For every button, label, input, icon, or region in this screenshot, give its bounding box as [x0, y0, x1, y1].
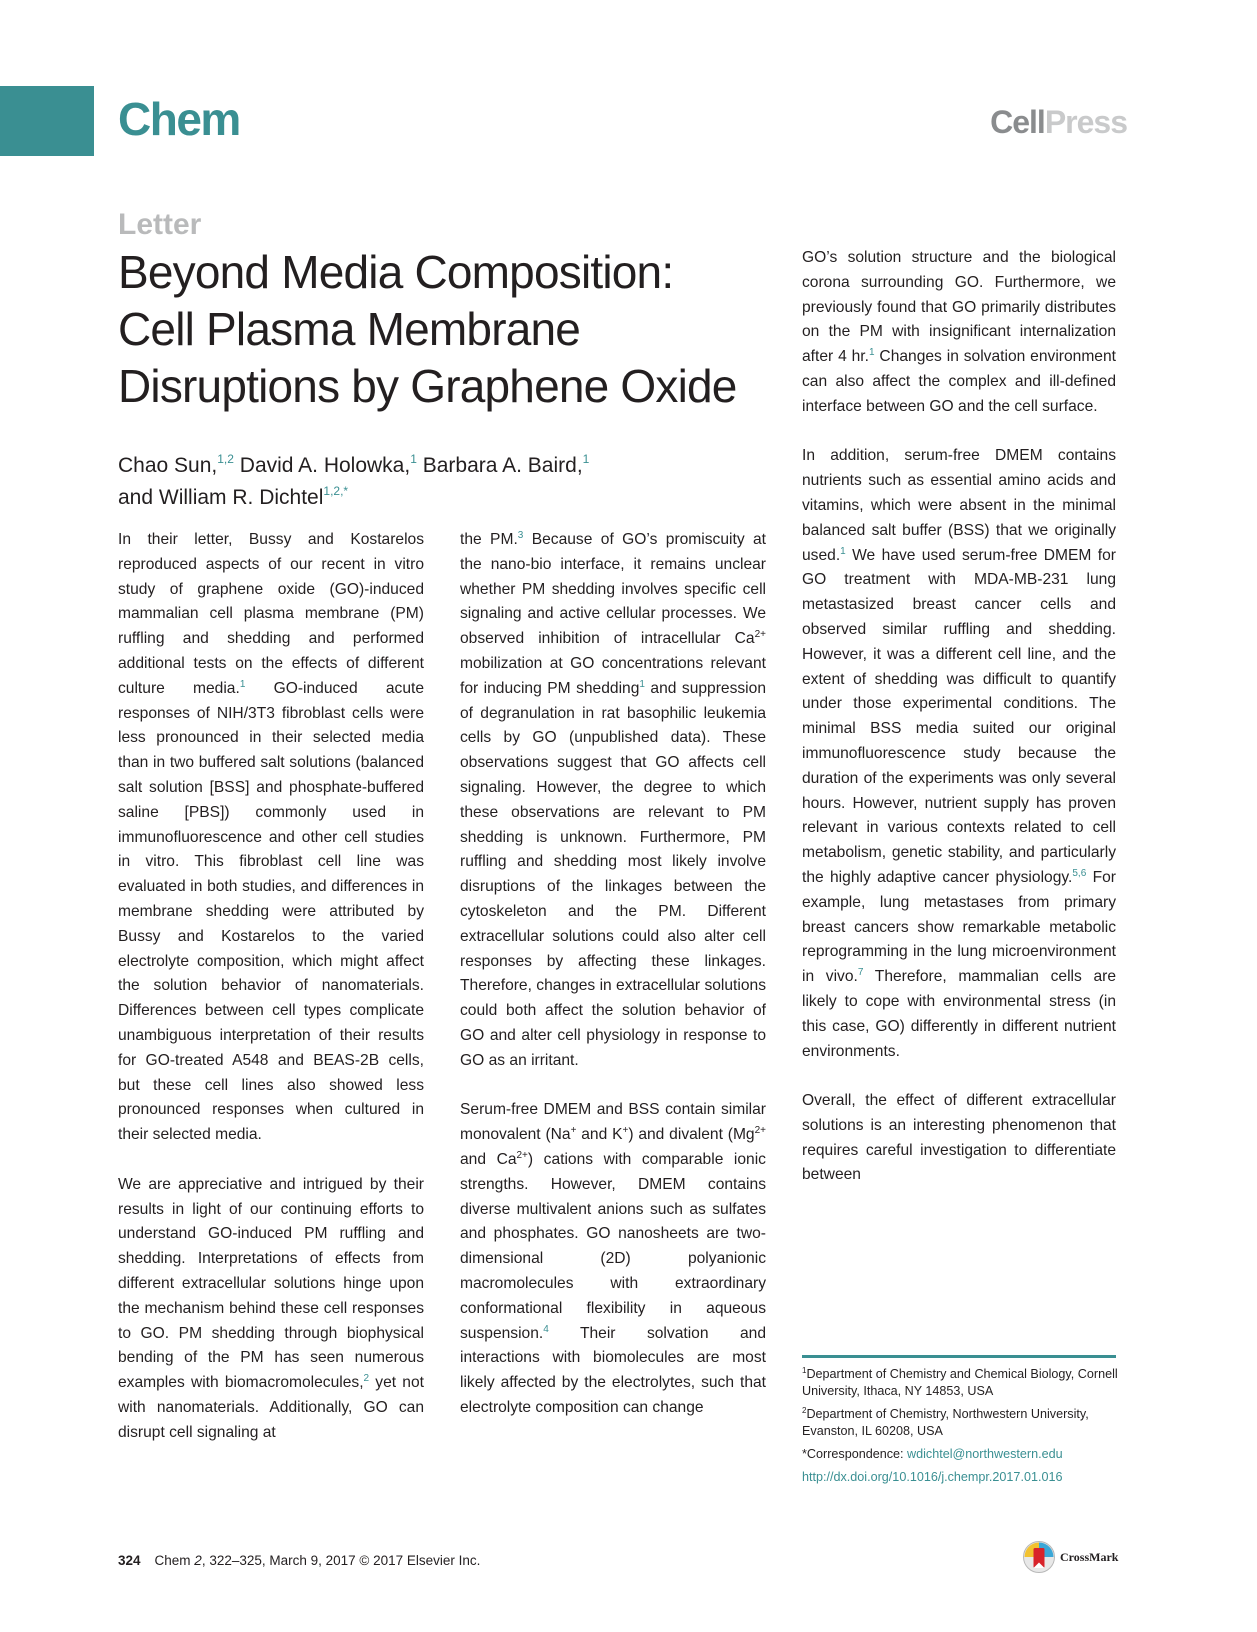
author-affiliation-ref[interactable]: 1,2,* [323, 484, 349, 498]
citation-ref[interactable]: 3 [517, 530, 524, 541]
publisher-logo-part2: Press [1044, 104, 1127, 140]
ion-charge: + [622, 1125, 629, 1137]
citation-ref[interactable]: 1 [868, 347, 875, 359]
body-column-3 [802, 246, 1116, 1188]
journal-logo[interactable]: Chem [118, 93, 240, 145]
affiliation-1: $^1$Department of Chemistry and Chemical Biology, Cornell University, Ithaca, NY 14853, USA [802, 1366, 1118, 1398]
crossmark-badge[interactable] [1022, 1540, 1118, 1574]
doi-link[interactable]: http://dx.doi.org/10.1016/j.chempr.2017.01.016 [802, 1470, 1063, 1484]
title-line: Beyond Media Composition: [118, 246, 674, 298]
ion-charge: 2+ [516, 1149, 528, 1161]
ion-charge: 2+ [754, 1125, 767, 1137]
journal-color-block [0, 86, 94, 156]
author-name[interactable]: Chao Sun, [118, 454, 218, 477]
author-list [118, 450, 758, 514]
page-footer: 324 Chem 2, 322–325, March 9, 2017 © 2017 Elsevier Inc. [118, 1553, 481, 1568]
author-name[interactable]: David A. Holowka, [239, 454, 411, 477]
body-column-2 [460, 528, 766, 1421]
author-affiliation-ref[interactable]: 1,2 [217, 452, 234, 466]
paragraph: Overall, the effect of different extracellular solutions is an interesting phenomenon that requires careful investigation to differentiate between [802, 1092, 1116, 1184]
correspondence-email-link[interactable]: wdichtel@northwestern.edu [907, 1447, 1063, 1461]
volume-number: 2 [194, 1553, 202, 1568]
crossmark-icon [1022, 1540, 1056, 1574]
affiliations [802, 1366, 1122, 1492]
citation-ref[interactable]: 1 [239, 678, 246, 690]
title-line: Disruptions by Graphene Oxide [118, 360, 737, 412]
author-name[interactable]: Barbara A. Baird, [422, 454, 583, 477]
paragraph: We are appreciative and intrigued by their results in light of our continuing efforts to understand GO-induced PM ruffling and shedding. Interpretations of effects from different extracellular solutions hinge upon the mechanism behind these cell responses to GO. PM shedding through biophysical bending of the PM has seen numerous examples with biomacromolecules,$^2$ yet not with nanomaterials. Additionally, GO can disrupt cell signaling at [118, 1175, 424, 1441]
paragraph: In their letter, Bussy and Kostarelos reproduced aspects of our recent in vitro study of graphene oxide (GO)-induced mammalian cell plasma membrane (PM) ruffling and shedding and performed additional tests on the effects of different culture media.$^1$ GO-induced acute responses of NIH/3T3 fibroblast cells were less pronounced in their selected media than in two buffered salt solutions (balanced salt solution [BSS] and phosphate-buffered saline [PBS]) commonly used in immunofluorescence and other cell studies in vitro. This fibroblast cell line was evaluated in both studies, and differences in membrane shedding were attributed by Bussy and Kostarelos to the varied electrolyte composition, which might affect the solution behavior of nanomaterials. Differences between cell types complicate unambiguous interpretation of their results for GO-treated A548 and BEAS-2B cells, but these cell lines also showed less pronounced responses when cultured in their selected media. [118, 531, 424, 1144]
affiliation-divider [802, 1355, 1116, 1358]
citation-ref[interactable]: 4 [543, 1323, 549, 1335]
author-affiliation-ref[interactable]: 1 [582, 452, 590, 466]
citation-ref[interactable]: 1 [840, 545, 846, 557]
paragraph: In addition, serum-free DMEM contains nutrients such as essential amino acids and vitamins, which were absent in the minimal balanced salt buffer (BSS) that we originally used.$^1$ We have used serum-free DMEM for GO treatment with MDA-MB-231 lung metastasized breast cancer cells and observed similar ruffling and shedding. However, it was a different cell line, and the extent of shedding was difficult to quantify under those experimental conditions. The minimal BSS media suited our original immunofluorescence study because the duration of the experiments was only several hours. However, nutrient supply has proven relevant in various contexts related to cell metabolism, genetic stability, and particularly the highly adaptive cancer physiology.$^{5,6}$ For example, lung metastases from primary breast cancers show remarkable metabolic reprogramming in the lung microenvironment in vivo.$^7$ Therefore, mammalian cells are likely to cope with environmental stress (in this case, GO) differently in different nutrient environments. [802, 447, 1116, 1060]
crossmark-label: CrossMark [1060, 1549, 1119, 1564]
citation-ref[interactable]: 1 [639, 678, 645, 690]
author-affiliation-ref[interactable]: 1 [410, 452, 417, 466]
ion-charge: 2+ [754, 629, 766, 641]
publisher-logo[interactable] [990, 104, 1127, 141]
body-column-1 [118, 528, 424, 1445]
affiliation-2: $^2$Department of Chemistry, Northwestern University, Evanston, IL 60208, USA [802, 1406, 1089, 1438]
doi [802, 1469, 1122, 1486]
publisher-logo-part1: Cell [990, 104, 1045, 140]
article-type: Letter [118, 208, 202, 241]
article-title [118, 244, 778, 415]
page-number: 324 [118, 1553, 141, 1568]
correspondence: *Correspondence: wdichtel@northwestern.edu [802, 1447, 1063, 1461]
author-name[interactable]: and William R. Dichtel [118, 486, 324, 509]
paragraph: the PM.$^3$ Because of GO’s promiscuity at the nano-bio interface, it remains unclear whether PM shedding involves specific cell signaling and active cellular processes. We observed inhibition of intracellular $Ca^{2+}$ mobilization at GO concentrations relevant for inducing PM shedding$^1$ and suppression of degranulation in rat basophilic leukemia cells by GO (unpublished data). These observations suggest that GO affects cell signaling. However, the degree to which these observations are relevant to PM shedding is unknown. Furthermore, PM ruffling and shedding most likely involve disruptions of the linkages between the cytoskeleton and the PM. Different extracellular solutions could also alter cell responses by affecting these linkages. Therefore, changes in extracellular solutions could both affect the solution behavior of GO and alter cell physiology in response to GO as an irritant. [460, 530, 766, 1069]
citation-ref[interactable]: 7 [857, 967, 864, 979]
title-line: Cell Plasma Membrane [118, 303, 581, 355]
citation-ref[interactable]: 2 [363, 1373, 370, 1385]
paragraph: Serum-free DMEM and BSS contain similar monovalent (Na+ and K+) and divalent ($Mg^{2+}$ and $Ca^{2+}$) cations with comparable ionic strengths. However, DMEM contains diverse multivalent anions such as sulfates and phosphates. GO nanosheets are two-dimensional (2D) polyanionic macromolecules with extraordinary conformational flexibility in aqueous suspension.$^4$ Their solvation and interactions with biomolecules are most likely affected by the electrolytes, such that electrolyte composition can change [460, 1101, 767, 1416]
paragraph: GO’s solution structure and the biological corona surrounding GO. Furthermore, we previously found that GO primarily distributes on the PM with insignificant internalization after 4 hr.$^1$ Changes in solvation environment can also affect the complex and ill-defined interface between GO and the cell surface. [802, 249, 1116, 415]
ion-charge: + [570, 1125, 577, 1137]
citation-ref[interactable]: 5,6 [1072, 867, 1087, 879]
